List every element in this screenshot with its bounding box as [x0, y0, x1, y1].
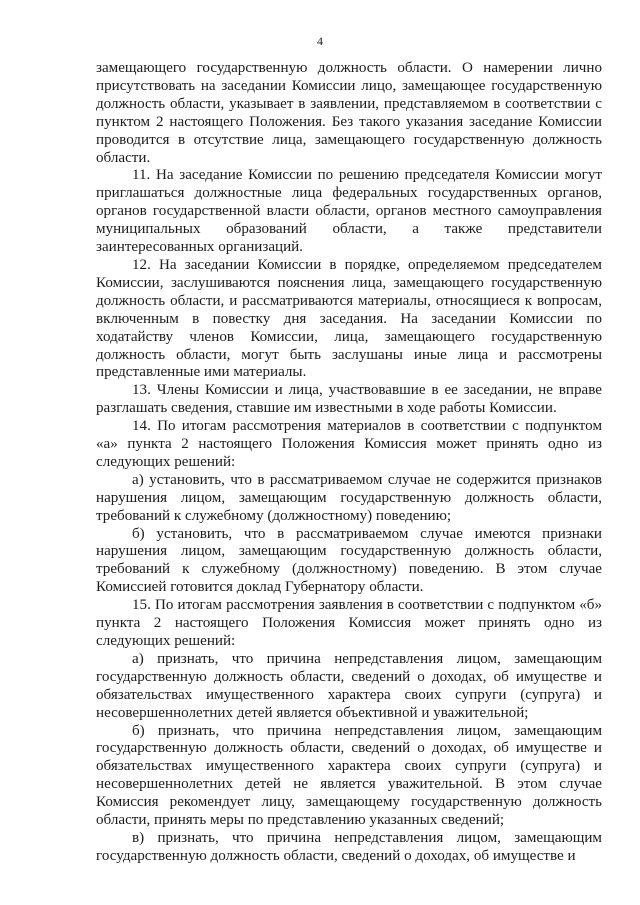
paragraph-15-b: б) признать, что причина непредставления лицом, замещающим государственную должность области, сведений о доходах, об имуществе и обязательствах имущественного характера своих супруги (супруга) и несовершеннолетних детей не является уважительной. В этом случае Комиссия рекомендует лицу, замещающему государственную должность области, принять меры по представлению указанных сведений;: [96, 722, 602, 829]
paragraph-12: 12. На заседании Комиссии в порядке, определяемом председателем Комиссии, заслушиваются пояснения лица, замещающего государственную должность области, и рассматриваются материалы, относящиеся к вопросам, включенным в повестку дня заседания. На заседании Комиссии по ходатайству членов Комиссии, лица, замещающего государственную должность области, могут быть заслушаны иные лица и рассмотрены представленные ими материалы.: [96, 256, 602, 381]
paragraph-11: 11. На заседание Комиссии по решению председателя Комиссии могут приглашаться должностные лица федеральных государственных органов, органов государственной власти области, органов местного самоуправления муниципальных образований области, а также представители заинтересованных организаций.: [96, 167, 602, 256]
paragraph-14: 14. По итогам рассмотрения материалов в соответствии с подпунктом «а» пункта 2 настоящего Положения Комиссия может принять одно из следующих решений:: [96, 418, 602, 470]
paragraph-10-continuation: замещающего государственную должность области. О намерении лично присутствовать на заседании Комиссии лицо, замещающее государственную должность области, указывает в заявлении, представляемом в соответствии с пунктом 2 настоящего Положения. Без такого указания заседание Комиссии проводится в отсутствие лица, замещающего государственную должность области.: [96, 60, 602, 166]
paragraph-14-b: б) установить, что в рассматриваемом случае имеются признаки нарушения лицом, замещающим государственную должность области, требований к служебному (должностному) поведению. В этом случае Комиссией готовится доклад Губернатору области.: [96, 525, 602, 596]
paragraph-15-v: в) признать, что причина непредставления лицом, замещающим государственную должность области, сведений о доходах, об имуществе и: [96, 829, 602, 864]
document-body: [96, 60, 602, 866]
paragraph-14-a: а) установить, что в рассматриваемом случае не содержится признаков нарушения лицом, замещающим государственную должность области, требований к служебному (должностному) поведению;: [96, 471, 602, 524]
page-number: 4: [317, 34, 323, 48]
paragraph-13: 13. Члены Комиссии и лица, участвовавшие в ее заседании, не вправе разглашать сведения, ставшие им известными в ходе работы Комиссии.: [96, 382, 602, 417]
paragraph-15-a: а) признать, что причина непредставления лицом, замещающим государственную должность области, сведений о доходах, об имуществе и обязательствах имущественного характера своих супруги (супруга) и несовершеннолетних детей является объективной и уважительной;: [96, 650, 602, 721]
paragraph-15: 15. По итогам рассмотрения заявления в соответствии с подпунктом «б» пункта 2 настоящего Положения Комиссия может принять одно из следующих решений:: [96, 597, 602, 649]
